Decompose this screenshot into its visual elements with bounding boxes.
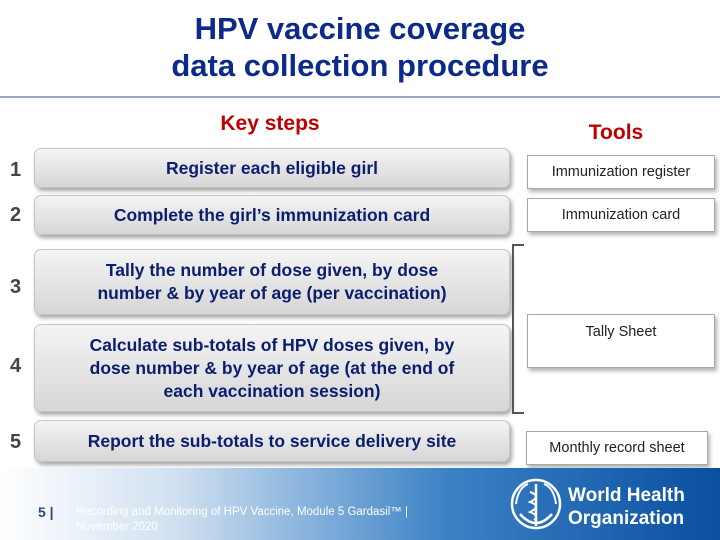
step-3-line-2: number & by year of age (per vaccination) bbox=[97, 283, 447, 303]
step-4-line-2: dose number & by year of age (at the end of bbox=[89, 357, 455, 378]
step-number-5: 5 bbox=[10, 431, 22, 453]
page-number: 5 | bbox=[38, 504, 54, 520]
bracket-icon bbox=[510, 244, 526, 414]
tool-monthly-record-sheet bbox=[526, 431, 708, 465]
step-4-box bbox=[34, 324, 510, 412]
title-line-1: HPV vaccine coverage bbox=[194, 11, 526, 46]
step-2-box bbox=[34, 195, 510, 235]
footer-caption-line-1: Recording and Monitoring of HPV Vaccine, Module 5 Gardasil™ | bbox=[76, 506, 408, 518]
tool-2-label: Immunization card bbox=[561, 207, 681, 223]
who-org-line-2: Organization bbox=[568, 508, 685, 529]
footer-caption bbox=[76, 505, 456, 535]
tool-immunization-register bbox=[527, 155, 715, 189]
tool-immunization-card bbox=[527, 198, 715, 232]
slide-title bbox=[0, 10, 720, 84]
step-2-text: Complete the girl’s immunization card bbox=[113, 204, 431, 225]
step-number-2: 2 bbox=[10, 204, 22, 226]
step-1-box bbox=[34, 148, 510, 188]
title-divider bbox=[0, 96, 720, 98]
step-5-box bbox=[34, 420, 510, 462]
title-line-2: data collection procedure bbox=[171, 48, 549, 83]
step-number-1: 1 bbox=[10, 159, 22, 181]
who-emblem-icon bbox=[512, 480, 560, 528]
step-number-4: 4 bbox=[10, 355, 22, 377]
who-org-line-1: World Health bbox=[568, 485, 685, 506]
step-3-line-1: Tally the number of dose given, by dose bbox=[105, 260, 439, 280]
step-1-text: Register each eligible girl bbox=[165, 157, 379, 178]
step-5-text: Report the sub-totals to service delivery site bbox=[87, 430, 457, 451]
who-logo bbox=[506, 474, 716, 534]
tools-header: Tools bbox=[588, 121, 644, 144]
tool-3-label: Tally Sheet bbox=[585, 324, 657, 340]
tool-tally-sheet bbox=[527, 314, 715, 368]
step-number-3: 3 bbox=[10, 276, 22, 298]
tool-4-label: Monthly record sheet bbox=[549, 440, 685, 456]
footer-caption-line-2: November 2020 bbox=[76, 521, 158, 533]
step-3-box bbox=[34, 249, 510, 315]
step-4-line-1: Calculate sub-totals of HPV doses given, by bbox=[89, 334, 455, 355]
key-steps-header: Key steps bbox=[220, 112, 320, 135]
tool-1-label: Immunization register bbox=[551, 164, 691, 180]
step-4-line-3: each vaccination session) bbox=[163, 380, 381, 401]
